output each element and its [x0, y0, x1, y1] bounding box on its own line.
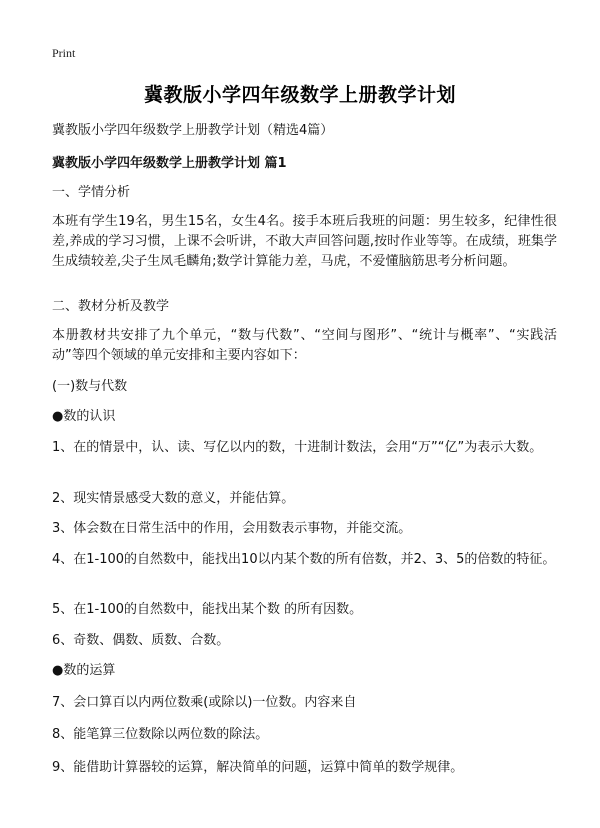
paragraph-textbook-analysis: 本册教材共安排了九个单元，“数与代数”、“空间与图形”、“统计与概率”、“实践活动”等四个领域的单元安排和主要内容如下：: [52, 328, 557, 363]
list-item: 6、奇数、偶数、质数、合数。: [52, 633, 230, 648]
list-item: 8、能笔算三位数除以两位数的除法。: [52, 727, 269, 742]
section-heading: 冀教版小学四年级数学上册教学计划 篇1: [52, 156, 287, 171]
list-item: 7、会口算百以内两位数乘(或除以)一位数。内容来自: [52, 695, 357, 710]
list-item: 3、体会数在日常生活中的作用，会用数表示事物，并能交流。: [52, 521, 412, 536]
paragraph-learning-analysis: 本班有学生19名，男生15名，女生4名。接手本班后我班的问题：男生较多，纪律性很差,养成的学习习惯，上课不会听讲，不敢大声回答问题,按时作业等等。在成绩，班集学生成绩较差,尖子生凤毛麟角;数学计算能力差，马虎，不爱懂脑筋思考分析问题。: [52, 214, 557, 269]
bullet-number-operations: ●数的运算: [52, 663, 116, 678]
heading-learning-analysis: 一、学情分析: [52, 185, 131, 200]
bullet-number-recognition: ●数的认识: [52, 409, 116, 424]
list-item: 9、能借助计算器较的运算，解决简单的问题，运算中简单的数学规律。: [52, 760, 464, 775]
heading-number-algebra: (一)数与代数: [52, 379, 128, 394]
print-label: Print: [52, 46, 76, 60]
heading-textbook-analysis: 二、教材分析及教学: [52, 299, 170, 314]
document-title: 冀教版小学四年级数学上册教学计划: [143, 84, 456, 106]
list-item: 5、在1-100的自然数中，能找出某个数 的所有因数。: [52, 602, 363, 617]
document-subtitle: 冀教版小学四年级数学上册教学计划（精选4篇）: [52, 123, 334, 138]
list-item: 1、在的情景中，认、读、写亿以内的数，十进制计数法，会用“万”“亿”为表示大数。: [52, 440, 543, 455]
list-item: 2、现实情景感受大数的意义，并能估算。: [52, 491, 295, 506]
list-item: 4、在1-100的自然数中，能找出10以内某个数的所有倍数，并2、3、5的倍数的特征。: [52, 552, 556, 567]
